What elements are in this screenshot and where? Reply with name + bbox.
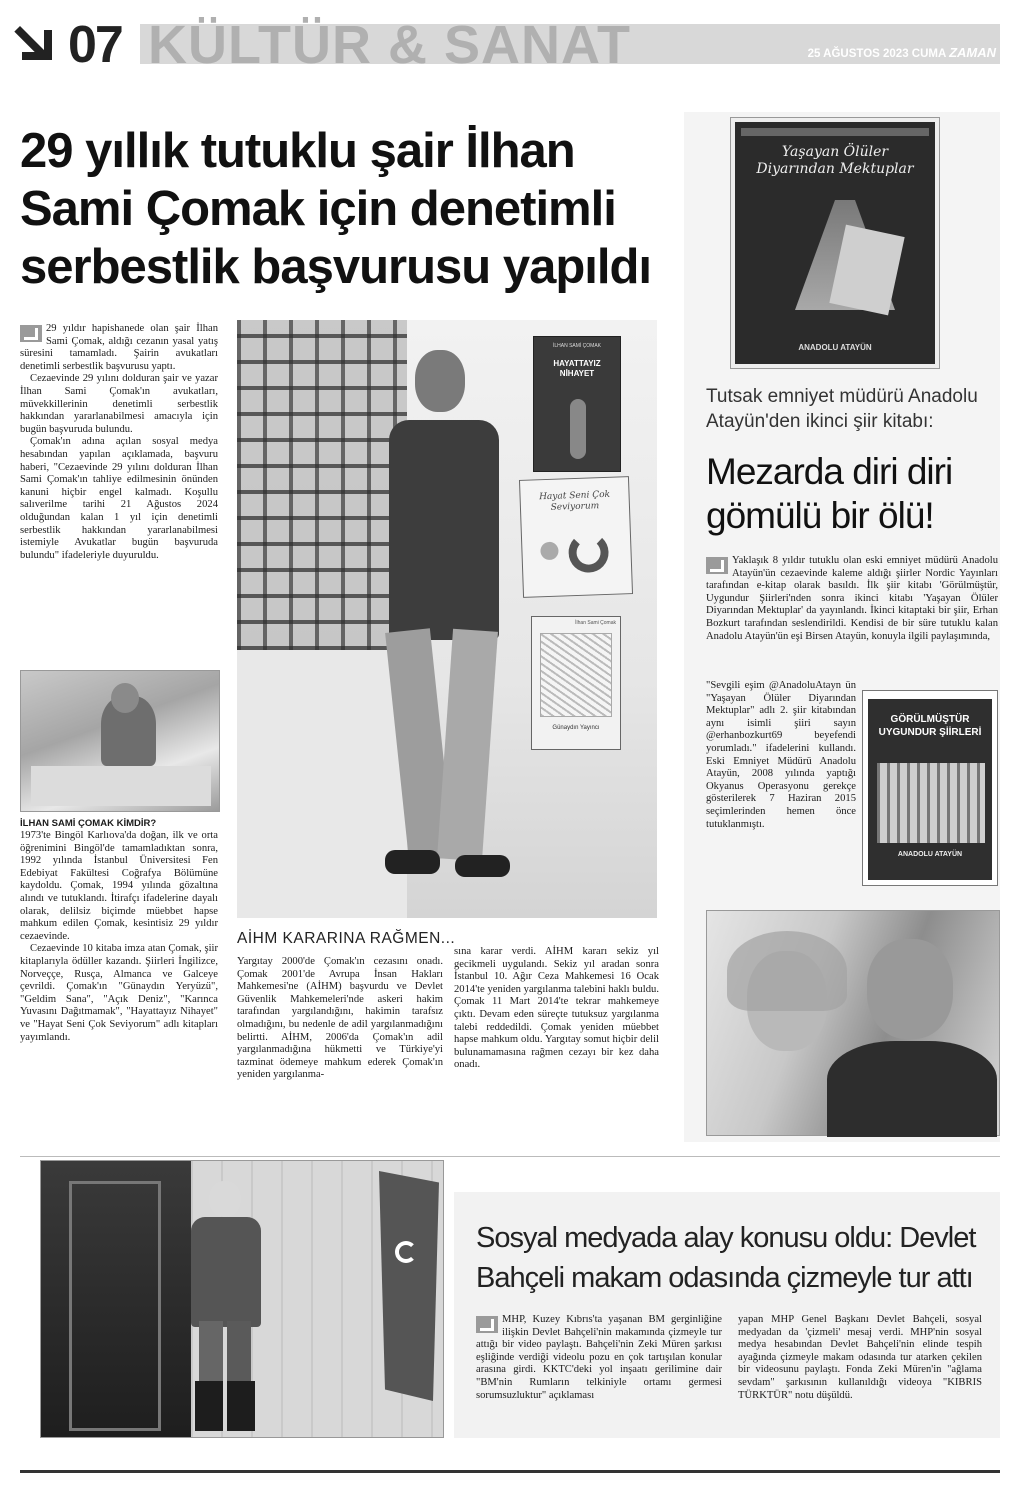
- aihm-column-b: [454, 946, 659, 1072]
- book-gorulmustur: [862, 690, 998, 886]
- bottom-headline-line: Bahçeli makam odasında çizmeyle tur attı: [476, 1262, 973, 1294]
- page-header: [20, 15, 1000, 75]
- aihm-paragraph: Yargıtay 2000'de Çomak'ın cezasını onadı. Çomak 2001'de Avrupa İnsan Hakları Mahkemesi'ne (AİHM) başvurdu ve Devlet Güvenlik Mahkemeleri'nde askeri hakim tarafından yargılandığını, hakimin tarafsız olmadığını, bu nedenle de adil yargılanmadığını belirtti. AİHM, 2006'da Çomak'ın adil yargılanmadığına hükmetti ve Türkiye'yi tazminat ödemeye mahkum ederek Çomak'ın yeniden yargılanma-: [237, 956, 443, 1081]
- main-headline: [20, 122, 670, 296]
- book-author: ANADOLU ATAYÜN: [897, 851, 963, 858]
- bottom-paragraph: MHP, Kuzey Kıbrıs'ta yaşanan BM gerginliğine ilişkin Devlet Bahçeli'nin makamında çizmeyle tur attığı bir video paylaştı. Bahçeli'nin Zeki Müren şarkısı eşliğinde verdiği videolu pozu en çok tartışılan konular arasına girdi. KKTC'deki yol inşaatı gerilimine dair "BM'nin Rumların telkiniyle ortamı germesi sorumsuzluktur" açıklaması: [476, 1314, 722, 1401]
- aihm-paragraph: sına karar verdi. AİHM kararı sekiz yıl gecikmeli uygulandı. Sekiz yıl aradan sonra İstanbul 10. Ağır Ceza Mahkemesi 16 Ocak 2014'te yeniden yargılanma talebini haklı buldu. Çomak 11 Mart 2014'te tekrar mahkemeye çıktı. Devam eden süreçte tutuksuz yargılanma talebi reddedildi. Çomak yeniden müebbet hapse mahkum oldu. Yargıtay somut hiçbir delil bulunamamasına rağmen cezayı bir kez daha onadı.: [454, 946, 659, 1071]
- book-hayattayiz-nihayet: [533, 336, 621, 472]
- bio-title: İLHAN SAMİ ÇOMAK KİMDİR?: [20, 818, 157, 829]
- right-headline-line: Mezarda diri diri: [706, 451, 953, 492]
- bottom-paragraph: yapan MHP Genel Başkanı Devlet Bahçeli, sosyal medyadan da 'çizmeli' mesaj verdi. MHP'nin sosyal medya hesabından Devlet Bahçeli'nin elinde tespih ayağında çizmeyle makam odasında tur atarken çekilen bir videosunu paylaştı. Fonda Zeki Müren'in "ağlama sevdam" şarkısının kullanıldığı videoya "KIBRIS TÜRKTÜR" notu düşüldü.: [738, 1314, 982, 1401]
- right-paragraph: Yaklaşık 8 yıldır tutuklu olan eski emniyet müdürü Anadolu Atayün'ün cezaevinde kaleme aldığı şiirler Nordic Yayınları tarafından e-kitap olarak basıldı. İlk şiir kitabı 'Görülmüştür, Uygundur Şiirleri'nden sonra ikinci kitabı 'Yaşayan Ölüler Diyarından Mektuplar' da yayınlandı. İkinci kitaptaki bir şiir, Erhan Bozkurt tarafından seslendirildi. Kendisi de bir süre tutuklu kalan Anadolu Atayün'ün eşi Birsen Atayün, konuyla ilgili paylaşımında,: [706, 555, 998, 642]
- paragraph-arrow-icon: [20, 325, 42, 342]
- main-paragraph: Cezaevinde 29 yılını dolduran şair ve yazar İlhan Sami Çomak'ın avukatları, müvekkillerinin denetimli serbestlik hakkından yararlanabilmesi amacıyla için bugün başvuruda bulundu.: [20, 373, 218, 435]
- book-author: ANADOLU ATAYÜN: [798, 343, 872, 352]
- paragraph-arrow-icon: [706, 557, 728, 574]
- book-yasayan-oluler: [731, 118, 939, 368]
- right-headline-line: gömülü bir ölü!: [706, 495, 934, 536]
- bio-paragraph: Cezaevinde 10 kitaba imza atan Çomak, şiir kitaplarıyla ödüller kazandı. Şiirleri İngilizce, Norveççe, Rusça, Almanca ve Galceye çevrildi. Çomak'ın "Günaydın Yeryüzü", "Geldim Sana", "Açık Deniz", "Karınca Yuvasını Dağıtmamak", "Hayattayız Nihayet" ve "Hayat Seni Çok Seviyorum" adlı kitapları yayımlandı.: [20, 943, 218, 1043]
- section-arrow-icon: [20, 26, 60, 66]
- main-paragraph: Çomak'ın adına açılan sosyal medya hesabından yapılan açıklamada, başvuru haberi, "Cezaevinde 29 yılını dolduran İlhan Sami Çomak'ın tahliye edilmesinin önünden kanuni hiçbir engel kalmadı. Koşullu salıverilme tarihi 21 Ağustos 2024 olduğundan kalan 1 yıl için denetimli serbestlik hakkından yararlanabilmesi istemiyle Avukatlar bugün başvuruda bulundu" ifadeleriyle duyuruldu.: [20, 436, 218, 561]
- header-date-line: [808, 45, 996, 60]
- bio-paragraph: 1973'te Bingöl Karlıova'da doğan, ilk ve orta öğrenimini Bingöl'de tamamladıktan sonra, 1992 yılında İstanbul Üniversitesi Fen Edebiyat Fakültesi Coğrafya Bölümüne kaydoldu. Çomak, 1994 yılında gözaltına alındı ve tutuklandı. İtirafçı ifadelerine dayalı olarak, delilsiz biçimde müebbet hapse mahkum edilen Çomak, kesintisiz 29 yıldır cezaevinde.: [20, 830, 218, 942]
- book-author: İLHAN SAMİ ÇOMAK: [552, 343, 602, 349]
- book-author: İlhan Sami Çomak: [575, 620, 616, 626]
- paragraph-arrow-icon: [476, 1316, 498, 1333]
- aihm-column-a: [237, 956, 443, 1082]
- bahceli-office-photo: [40, 1160, 444, 1438]
- comak-writing-photo: [20, 670, 220, 812]
- atayun-couple-photo: [706, 910, 1000, 1136]
- book-publisher: Günaydın Yayıncı: [552, 725, 600, 731]
- section-title: KÜLTÜR & SANAT: [148, 15, 631, 75]
- book-title: GÖRÜLMÜŞTÜR UYGUNDUR ŞİİRLERİ: [878, 714, 982, 738]
- page-footer-rule: [20, 1470, 1000, 1473]
- right-article-text-2: [706, 680, 856, 831]
- bottom-column-a: [476, 1314, 722, 1402]
- bottom-column-b: [738, 1314, 982, 1402]
- main-headline-line: 29 yıllık tutuklu şair İlhan: [20, 124, 575, 178]
- header-brand: ZAMAN: [949, 45, 996, 60]
- page-number: 07: [68, 16, 122, 74]
- person-figure: [181, 1181, 271, 1431]
- person-figure: [367, 340, 517, 900]
- main-headline-line: Sami Çomak için denetimli: [20, 182, 616, 236]
- bottom-separator: [20, 1156, 1000, 1157]
- main-headline-line: serbestlik başvurusu yapıldı: [20, 240, 652, 294]
- right-headline: [706, 450, 996, 538]
- book-title: Yaşayan Ölüler Diyarından Mektuplar: [756, 144, 914, 177]
- bottom-headline-line: Sosyal medyada alay konusu oldu: Devlet: [476, 1222, 976, 1254]
- right-kicker: Tutsak emniyet müdürü Anadolu Atayün'den ikinci şiir kitabı:: [706, 386, 978, 432]
- comak-bio: [20, 818, 218, 1044]
- aihm-subhead: AİHM KARARINA RAĞMEN...: [237, 930, 456, 947]
- right-paragraph: "Sevgili eşim @AnadoluAtayn ün "Yaşayan Ölüler Diyarından Mektuplar" adlı 2. şiir kitabından aynı isimli şiiri sayın @erhanbozkurt69 beyefendi yorumladı." ifadelerini kullandı. Eski Emniyet Müdürü Anadolu Atayün, 2008 yılında yaptığı Okyanus Operasyonu gerekçe gösterilerek 7 Haziran 2015 seçimlerinden hemen önce tutuklanmıştı.: [706, 680, 856, 830]
- header-date: 25 AĞUSTOS 2023 CUMA: [807, 48, 946, 60]
- comak-portrait-photo: [237, 320, 657, 918]
- main-paragraph: 29 yıldır hapishanede olan şair İlhan Sami Çomak, aldığı cezanın yasal yatış süresini tamamladı. Şairin avukatları denetimli serbestlik başvurusu yaptı.: [20, 323, 218, 372]
- right-article-text: [706, 555, 998, 643]
- book-hayat-seni-cok-seviyorum: [519, 476, 633, 598]
- bottom-headline: [476, 1218, 996, 1298]
- main-article-intro: [20, 323, 218, 562]
- book-title: Hayat Seni Çok Seviyorum: [538, 489, 611, 513]
- book-title: HAYATTAYIZ NİHAYET: [553, 359, 601, 378]
- book-gunaydin: [531, 616, 621, 750]
